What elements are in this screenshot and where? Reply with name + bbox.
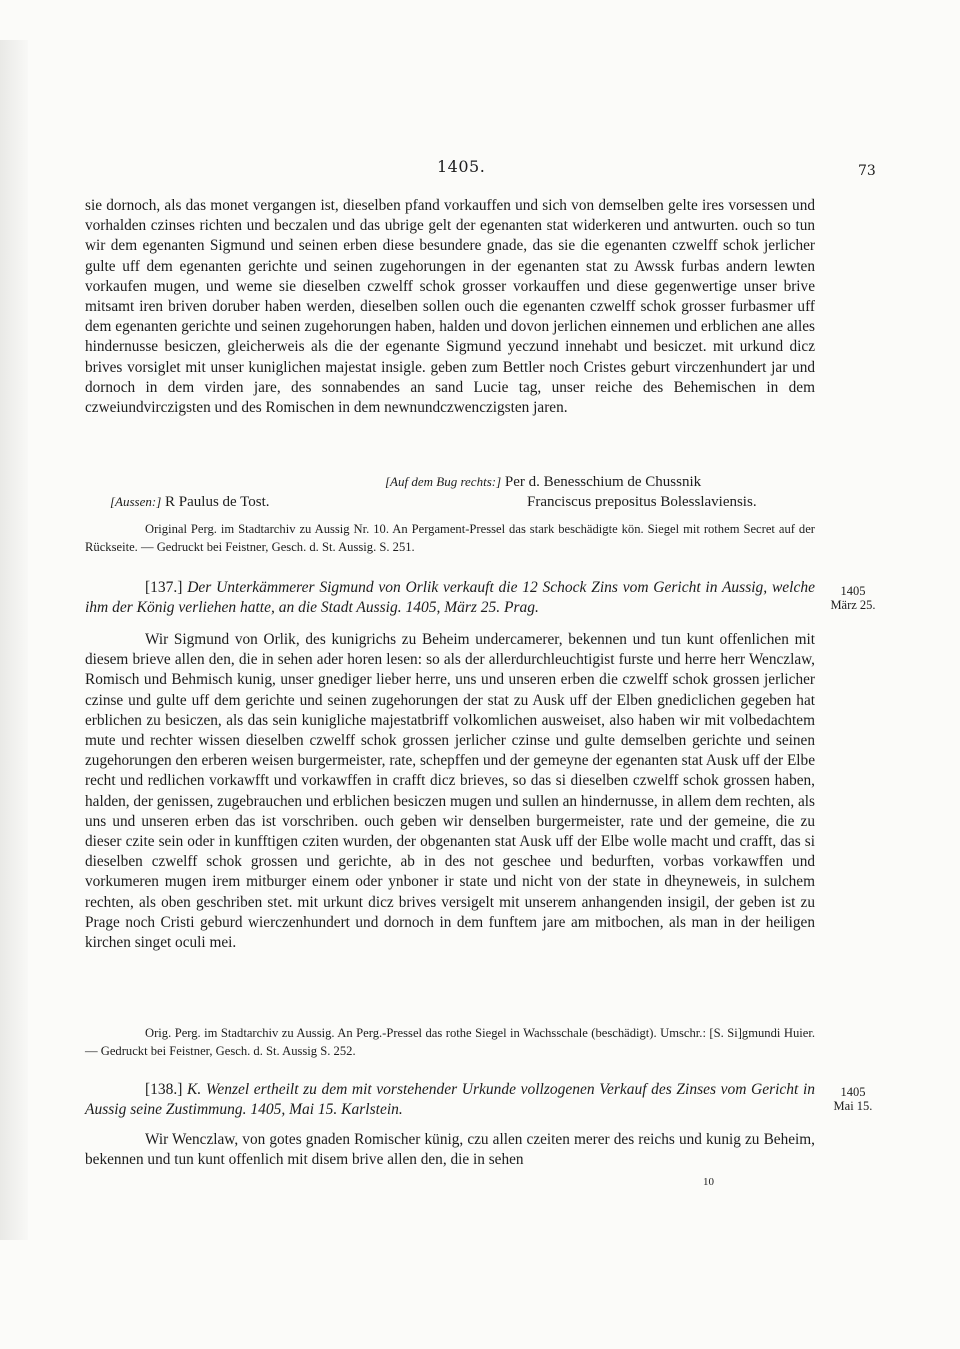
heading-text-138: K. Wenzel ertheilt zu dem mit vorstehender Urkunde vollzogenen Verkauf des Zinses vom Gericht in Aussig seine Zustimmung. 1405, Mai 15. Karlstein. [85,1081,816,1118]
paragraph-text: sie dornoch, als das monet vergangen ist, dieselben pfand vorkauffen und sich von demselben gelte ires vorsessen und vorhalden czinses richten und beczalen und das ubrige gelt der egenanten stat widerkeren und antwurten. ouch so tun wir dem egenanten Sigmund und seinen erben diese besundere gnade, das sie die egenanten czwelff schok jerlicher gulte uff dem egenanten gerichte und seinen zugehorungen in der egenanten stat zu Awssk furbas andern lewten vorkaufen mugen, und weme sie dieselben czwelff schok grosser vorkauffen und diese gegenwertige unser brive mitsamt iren briven doruber haben werden, dieselben sollen ouch die egenanten czwelff schok grosser furbasmer uff dem egenanten gerichte und seinen zugehorungen haben, halden und dovon jerlichen einnemen und erblichen ane alles hindernusse besiczen, gleicherweis als die der egenante Sigmund yeczund innehabt und besiczet. mit urkund dicz brives vorsiglet mit unser kuniglichen majestat insigle. geben zum Bettler noch Cristes geburt virczenhundert jar und dornoch in dem virden jare, des sonnabendes an sand Lucie tag, unser reiche des Behemischen in dem czweiundvirczigsten und des Romischen in dem newnundczwenczigsten jaren. [85,197,815,417]
heading-text-137: Der Unterkämmerer Sigmund von Orlik verkauft die 12 Schock Zins vom Gericht in Aussig, welche ihm der König verliehen hatte, an die Stadt Aussig. 1405, März 25. Prag. [85,579,815,616]
document-number-137: [137.] [145,579,183,596]
source-note-137: Orig. Perg. im Stadtarchiv zu Aussig. An Perg.-Pressel das rothe Siegel in Wachsschale (beschädigt). Umschr.: [S. Si]gmundi Huier. — Gedruckt bei Feistner, Gesch. d. St. Aussig S. 252. [85,1026,815,1058]
margin-year: 1405 [840,584,866,598]
document-body-137 [85,630,815,953]
continued-paragraph [85,196,815,418]
printer-signature-mark: 10 [703,1176,714,1188]
margin-day: März 25. [830,598,876,612]
margin-date-138 [818,1085,888,1113]
margin-year: 1405 [840,1085,866,1099]
signature-aussen-right: Franciscus prepositus Bolesslaviensis. [527,494,757,510]
source-note-136: Original Perg. im Stadtarchiv zu Aussig Nr. 10. An Pergament-Pressel das stark beschädigte kön. Siegel mit rothem Secret auf der Rückseite. — Gedruckt bei Feistner, Gesch. d. St. Aussig. S. 251. [85,522,815,554]
document-heading-138 [85,1080,815,1120]
signature-bug [385,474,701,491]
signature-aussen-left [110,494,270,511]
margin-date-137 [818,584,888,612]
margin-day: Mai 15. [833,1099,873,1113]
document-heading-137 [85,578,815,618]
bug-note: [Auf dem Bug rechts:] [385,474,502,489]
body-text-137: Wir Sigmund von Orlik, des kunigrichs zu Beheim undercamerer, bekennen und tun kunt offenlichen mit diesem brieve allen den, die in sehen ader horen lesen: so als der allerdurchleuchtigist furste und herre herr Wenczlaw, Romisch und Behmisch kunig, unser gnediger lieber herre, uns und unseren erben die czwelff schok grossen jerlicher czinse und gulte uff dem gerichte und seinen zugehorungen der stat zu Ausk uff der Elben gnediclichen gegeben hat erblichen zu besiczen, als das sein kunigliche majestatbriff volkomlichen ausweiset, also haben wir mit volbedachtem mute und rechter wissen dieselben czwelff schok grossen jerlicher czinse und gulte demselben gerichte und seinen zugehorungen den erberen weisen burgermeister, rate, schepffen und der gemeyne der egenanten stat Ausk uff der Elbe recht und redlichen vorkawfft und vorkawffen in crafft dicz brieves, so das si dieselben czwelff schok grossen haben, halden, der genissen, zugebrauchen und erblichen besiczen mugen und sullen an hindernusse, in allem dem rechten, als uns und unseren erben das ist vorschriben. ouch geben wir denselben burgermeister, rate und der gemeine, die zu dieser czite sein oder in kunfftigen cziten wurden, der obgenanten stat Ausk uff der Elbe wolle macht und crafft, das si dieselben czwelff schok grossen und gerichte, ab in des not geschee und bedurften, vorbas vorkawffen und vorkumeren mugen irem mitburger einem oder ynboner ir state und nicht von der state in dheyneweis, in sulchem rechten, als oben geschriben stet. mit urkunt dicz brives versigelt mit unserem anhangenden insigil, der geben ist zu Prage noch Cristi geburd wierczenhundert und dornoch in dem funftem jare am mitbochen, als man in der heiligen kirchen singet oculi mei. [85,631,815,952]
body-text-138: Wir Wenczlaw, von gotes gnaden Romischer künig, czu allen czeiten merer des reichs und kunig zu Beheim, bekennen und tun kunt offenlich mit disem brive allen den, die in sehen [85,1131,815,1169]
document-body-138 [85,1130,815,1170]
page-number: 73 [858,163,876,179]
document-number-138: [138.] [145,1081,183,1098]
aussen-signature-left: R Paulus de Tost. [165,494,270,510]
running-header-year: 1405. [437,157,486,176]
aussen-note: [Aussen:] [110,494,162,509]
bug-signature: Per d. Benesschium de Chussnik [504,474,702,490]
scan-edge [0,40,28,1240]
